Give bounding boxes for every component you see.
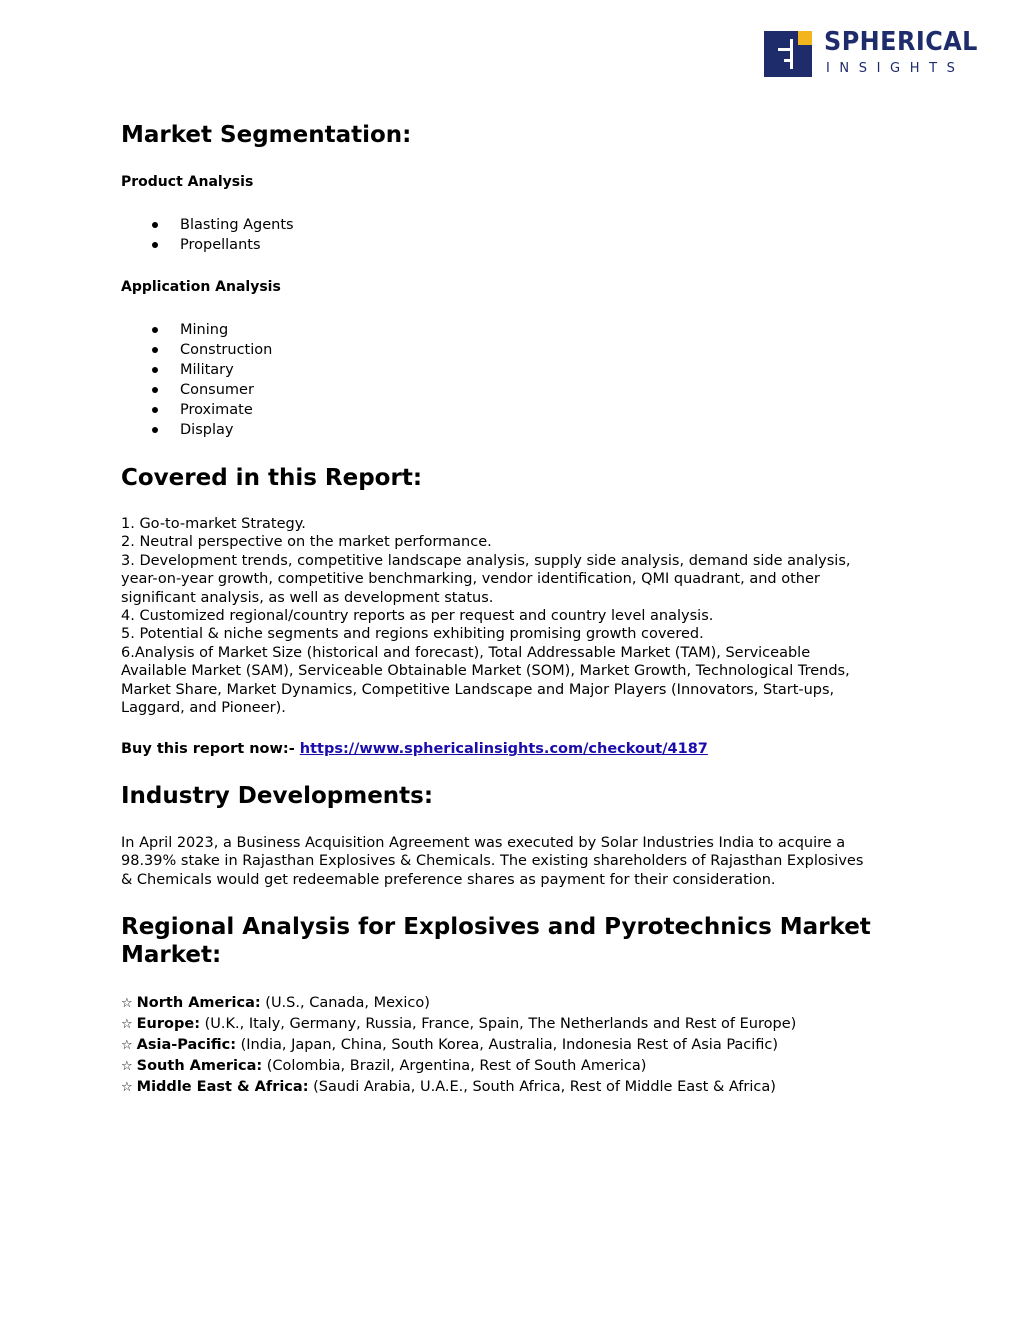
text-line: Available Market (SAM), Serviceable Obtainable Market (SOM), Market Growth, Technological Trends,: [121, 663, 850, 680]
list-item: Display: [121, 420, 272, 440]
text-line: 5. Potential & niche segments and regions exhibiting promising growth covered.: [121, 626, 704, 643]
star-icon: ☆: [121, 1017, 133, 1032]
text-line: 6.Analysis of Market Size (historical and forecast), Total Addressable Market (TAM), Serviceable: [121, 644, 811, 661]
checkout-link[interactable]: https://www.sphericalinsights.com/checkout/4187: [299, 741, 708, 757]
list-item: ☆ Europe: (U.K., Italy, Germany, Russia, France, Spain, The Netherlands and Rest of Europe): [121, 1016, 797, 1032]
industry-developments-heading: Industry Developments:: [121, 783, 434, 809]
regional-analysis-heading: Regional Analysis for Explosives and Pyrotechnics Market Market:: [121, 914, 871, 968]
list-item: Military: [121, 360, 272, 380]
text-line: 3. Development trends, competitive landscape analysis, supply side analysis, demand side analysis,: [121, 552, 851, 569]
list-item: Consumer: [121, 380, 272, 400]
star-icon: ☆: [121, 1059, 133, 1074]
list-item: Mining: [121, 320, 272, 340]
product-list: [121, 215, 294, 255]
bullet-icon: [152, 242, 158, 248]
bullet-icon: [152, 387, 158, 393]
text-line: significant analysis, as well as development status.: [121, 589, 494, 606]
text-line: year-on-year growth, competitive benchmarking, vendor identification, QMI quadrant, and other: [121, 571, 820, 588]
bullet-icon: [152, 327, 158, 333]
list-item: ☆ South America: (Colombia, Brazil, Argentina, Rest of South America): [121, 1058, 647, 1074]
buy-report-line: [121, 740, 708, 758]
bullet-icon: [152, 407, 158, 413]
market-segmentation-heading: Market Segmentation:: [121, 122, 412, 148]
star-icon: ☆: [121, 996, 133, 1011]
logo-tagline: INSIGHTS: [826, 61, 965, 76]
text-line: 98.39% stake in Rajasthan Explosives & Chemicals. The existing shareholders of Rajasthan Explosives: [121, 853, 864, 870]
text-line: Market Share, Market Dynamics, Competitive Landscape and Major Players (Innovators, Start-ups,: [121, 681, 835, 698]
bullet-icon: [152, 347, 158, 353]
application-analysis-heading: Application Analysis: [121, 279, 281, 295]
covered-report-text: [121, 515, 921, 717]
list-item: Propellants: [121, 235, 294, 255]
bullet-icon: [152, 222, 158, 228]
text-line: 2. Neutral perspective on the market performance.: [121, 534, 492, 551]
spherical-insights-logo: [764, 27, 978, 79]
application-list: [121, 320, 272, 440]
list-item: Proximate: [121, 400, 272, 420]
list-item: Construction: [121, 340, 272, 360]
logo-wordmark: SPHERICAL: [824, 27, 978, 57]
product-analysis-heading: Product Analysis: [121, 174, 254, 190]
bullet-icon: [152, 367, 158, 373]
text-line: Laggard, and Pioneer).: [121, 700, 286, 717]
star-icon: ☆: [121, 1080, 133, 1095]
logo-mark-icon: [764, 31, 812, 77]
text-line: 1. Go-to-market Strategy.: [121, 516, 306, 532]
text-line: & Chemicals would get redeemable preference shares as payment for their consideration.: [121, 871, 776, 888]
buy-report-label: Buy this report now:-: [121, 741, 300, 757]
list-item: ☆ Asia-Pacific: (India, Japan, China, South Korea, Australia, Indonesia Rest of Asia Pacific): [121, 1037, 779, 1053]
list-item: ☆ Middle East & Africa: (Saudi Arabia, U.A.E., South Africa, Rest of Middle East & Africa): [121, 1079, 776, 1095]
text-line: In April 2023, a Business Acquisition Agreement was executed by Solar Industries India to acquire a: [121, 835, 846, 851]
list-item: Blasting Agents: [121, 215, 294, 235]
regions-list: [121, 993, 796, 1098]
bullet-icon: [152, 427, 158, 433]
covered-report-heading: Covered in this Report:: [121, 465, 423, 491]
industry-developments-text: [121, 834, 921, 889]
list-item: ☆ North America: (U.S., Canada, Mexico): [121, 995, 430, 1011]
star-icon: ☆: [121, 1038, 133, 1053]
text-line: 4. Customized regional/country reports as per request and country level analysis.: [121, 608, 714, 625]
